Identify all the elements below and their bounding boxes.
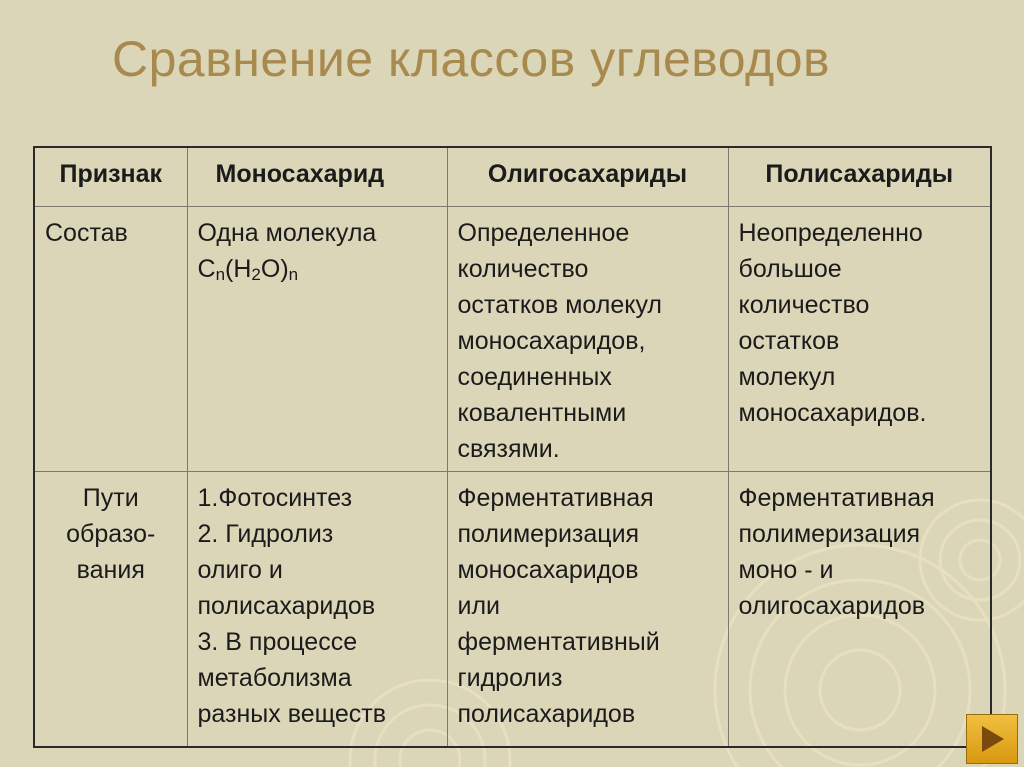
header-feature: Признак xyxy=(34,147,187,207)
row-label-formation: Пути образо- вания xyxy=(34,472,187,748)
comparison-table xyxy=(33,146,992,748)
table-row-formation xyxy=(34,472,991,748)
cell-oligo-formation: Ферментативная полимеризация моносахаридов или ферментативный гидролиз полисахаридов xyxy=(447,472,728,748)
header-polysaccharides: Полисахариды xyxy=(728,147,991,207)
cell-mono-formation: 1.Фотосинтез 2. Гидролиз олиго и полисахаридов 3. В процессе метаболизма разных веществ xyxy=(187,472,447,748)
cell-text-line: Одна молекула xyxy=(197,219,377,247)
row-label-composition xyxy=(34,207,187,472)
cell-oligo-composition: Определенное количество остатков молекул моносахаридов, соединенных ковалентными связями. xyxy=(447,207,728,472)
next-slide-button[interactable] xyxy=(966,714,1018,764)
chemical-formula: $C_n(H_2O)_n$ xyxy=(197,255,299,285)
header-oligosaccharides: Олигосахариды xyxy=(447,147,728,207)
play-triangle-icon xyxy=(982,726,1004,752)
cell-poly-composition: Неопределенно большое количество остатков молекул моносахаридов. xyxy=(728,207,991,472)
cell-poly-formation: Ферментативная полимеризация моно - и олигосахаридов xyxy=(728,472,991,748)
table-row-composition xyxy=(34,207,991,472)
row-label-line: Состав xyxy=(45,219,128,247)
header-monosaccharide: Моносахарид xyxy=(187,147,447,207)
slide-title: Сравнение классов углеводов xyxy=(112,31,831,87)
cell-mono-composition xyxy=(187,207,447,472)
header-row xyxy=(34,147,991,207)
